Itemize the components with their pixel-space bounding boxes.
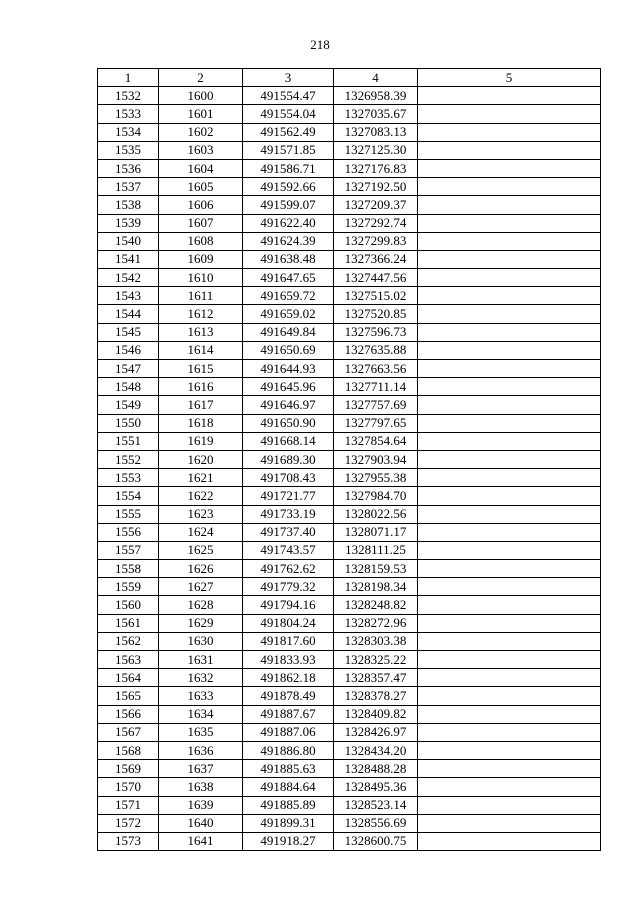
table-cell-col-2: 1636 <box>159 741 243 759</box>
table-cell-col-4: 1327757.69 <box>334 396 418 414</box>
table-cell-col-2: 1620 <box>159 450 243 468</box>
table-cell-col-1: 1564 <box>98 669 159 687</box>
table-cell-col-2: 1600 <box>159 87 243 105</box>
table-row <box>98 360 601 378</box>
table-row <box>98 123 601 141</box>
table-cell-col-3: 491599.07 <box>243 196 334 214</box>
table-cell-col-1: 1570 <box>98 778 159 796</box>
table-cell-col-1: 1572 <box>98 814 159 832</box>
table-cell-col-5 <box>418 360 601 378</box>
table-cell-col-3: 491647.65 <box>243 269 334 287</box>
table-cell-col-1: 1555 <box>98 505 159 523</box>
table-cell-col-5 <box>418 723 601 741</box>
table-row <box>98 596 601 614</box>
table-row <box>98 141 601 159</box>
table-row <box>98 378 601 396</box>
table-row <box>98 651 601 669</box>
table-cell-col-5 <box>418 505 601 523</box>
table-cell-col-2: 1631 <box>159 651 243 669</box>
table-cell-col-1: 1537 <box>98 178 159 196</box>
table-cell-col-3: 491886.80 <box>243 741 334 759</box>
table-row <box>98 159 601 177</box>
table-cell-col-1: 1552 <box>98 450 159 468</box>
table-row <box>98 87 601 105</box>
table-cell-col-5 <box>418 232 601 250</box>
table-cell-col-1: 1566 <box>98 705 159 723</box>
table-cell-col-1: 1568 <box>98 741 159 759</box>
table-cell-col-5 <box>418 378 601 396</box>
table-cell-col-2: 1613 <box>159 323 243 341</box>
table-cell-col-5 <box>418 196 601 214</box>
table-cell-col-4: 1327663.56 <box>334 360 418 378</box>
table-cell-col-2: 1603 <box>159 141 243 159</box>
table-row <box>98 269 601 287</box>
table-cell-col-2: 1606 <box>159 196 243 214</box>
table-cell-col-2: 1632 <box>159 669 243 687</box>
coordinates-table <box>97 68 601 851</box>
table-cell-col-4: 1327520.85 <box>334 305 418 323</box>
table-cell-col-3: 491804.24 <box>243 614 334 632</box>
table-cell-col-1: 1567 <box>98 723 159 741</box>
table-cell-col-3: 491638.48 <box>243 250 334 268</box>
table-row <box>98 323 601 341</box>
table-cell-col-1: 1545 <box>98 323 159 341</box>
table-cell-col-1: 1563 <box>98 651 159 669</box>
table-cell-col-1: 1544 <box>98 305 159 323</box>
table-cell-col-4: 1328409.82 <box>334 705 418 723</box>
table-cell-col-4: 1327903.94 <box>334 450 418 468</box>
table-row <box>98 560 601 578</box>
table-cell-col-2: 1602 <box>159 123 243 141</box>
table-cell-col-2: 1604 <box>159 159 243 177</box>
table-cell-col-1: 1569 <box>98 760 159 778</box>
table-cell-col-3: 491737.40 <box>243 523 334 541</box>
table-cell-col-1: 1559 <box>98 578 159 596</box>
table-cell-col-4: 1327035.67 <box>334 105 418 123</box>
table-row <box>98 632 601 650</box>
table-cell-col-3: 491721.77 <box>243 487 334 505</box>
table-cell-col-2: 1615 <box>159 360 243 378</box>
table-cell-col-5 <box>418 123 601 141</box>
table-cell-col-4: 1328325.22 <box>334 651 418 669</box>
table-cell-col-2: 1617 <box>159 396 243 414</box>
table-cell-col-2: 1611 <box>159 287 243 305</box>
table-cell-col-5 <box>418 341 601 359</box>
table-cell-col-1: 1543 <box>98 287 159 305</box>
table-cell-col-5 <box>418 450 601 468</box>
table-cell-col-5 <box>418 523 601 541</box>
table-cell-col-5 <box>418 814 601 832</box>
table-cell-col-1: 1534 <box>98 123 159 141</box>
table-cell-col-5 <box>418 250 601 268</box>
table-cell-col-1: 1532 <box>98 87 159 105</box>
table-cell-col-3: 491708.43 <box>243 469 334 487</box>
table-cell-col-5 <box>418 669 601 687</box>
table-row <box>98 778 601 796</box>
table-cell-col-2: 1607 <box>159 214 243 232</box>
table-cell-col-5 <box>418 614 601 632</box>
table-cell-col-5 <box>418 414 601 432</box>
table-cell-col-2: 1623 <box>159 505 243 523</box>
table-cell-col-3: 491689.30 <box>243 450 334 468</box>
table-cell-col-4: 1327955.38 <box>334 469 418 487</box>
table-cell-col-5 <box>418 469 601 487</box>
table-cell-col-4: 1327209.37 <box>334 196 418 214</box>
table-row <box>98 523 601 541</box>
table-cell-col-3: 491645.96 <box>243 378 334 396</box>
table-cell-col-5 <box>418 632 601 650</box>
table-body <box>98 87 601 851</box>
table-cell-col-3: 491779.32 <box>243 578 334 596</box>
table-row <box>98 341 601 359</box>
table-row <box>98 687 601 705</box>
table-cell-col-5 <box>418 596 601 614</box>
table-cell-col-3: 491885.89 <box>243 796 334 814</box>
table-cell-col-2: 1612 <box>159 305 243 323</box>
table-cell-col-3: 491646.97 <box>243 396 334 414</box>
table-cell-col-3: 491562.49 <box>243 123 334 141</box>
table-cell-col-1: 1562 <box>98 632 159 650</box>
table-cell-col-3: 491554.04 <box>243 105 334 123</box>
table-row <box>98 578 601 596</box>
table-cell-col-4: 1328022.56 <box>334 505 418 523</box>
table-cell-col-3: 491650.69 <box>243 341 334 359</box>
table-row <box>98 414 601 432</box>
table-cell-col-1: 1551 <box>98 432 159 450</box>
table-row <box>98 396 601 414</box>
table-cell-col-3: 491659.02 <box>243 305 334 323</box>
table-cell-col-2: 1616 <box>159 378 243 396</box>
table-row <box>98 232 601 250</box>
column-header-2: 2 <box>159 69 243 87</box>
table-cell-col-3: 491862.18 <box>243 669 334 687</box>
table-cell-col-2: 1629 <box>159 614 243 632</box>
table-cell-col-1: 1536 <box>98 159 159 177</box>
table-cell-col-4: 1327854.64 <box>334 432 418 450</box>
table-row <box>98 105 601 123</box>
table-cell-col-5 <box>418 832 601 850</box>
table-cell-col-5 <box>418 487 601 505</box>
table-cell-col-4: 1328434.20 <box>334 741 418 759</box>
table-cell-col-5 <box>418 778 601 796</box>
table-cell-col-5 <box>418 305 601 323</box>
table-cell-col-4: 1328071.17 <box>334 523 418 541</box>
table-cell-col-2: 1627 <box>159 578 243 596</box>
table-cell-col-2: 1619 <box>159 432 243 450</box>
table-cell-col-3: 491554.47 <box>243 87 334 105</box>
table-cell-col-5 <box>418 651 601 669</box>
table-row <box>98 305 601 323</box>
table-cell-col-4: 1328378.27 <box>334 687 418 705</box>
table-cell-col-2: 1614 <box>159 341 243 359</box>
table-cell-col-3: 491918.27 <box>243 832 334 850</box>
page-number: 218 <box>310 37 330 52</box>
table-cell-col-3: 491668.14 <box>243 432 334 450</box>
table-cell-col-4: 1327515.02 <box>334 287 418 305</box>
table-cell-col-1: 1556 <box>98 523 159 541</box>
table-cell-col-1: 1560 <box>98 596 159 614</box>
table-cell-col-5 <box>418 214 601 232</box>
table-row <box>98 741 601 759</box>
table-row <box>98 832 601 850</box>
table-cell-col-4: 1327083.13 <box>334 123 418 141</box>
table-cell-col-4: 1327447.56 <box>334 269 418 287</box>
table-cell-col-1: 1535 <box>98 141 159 159</box>
table-cell-col-2: 1622 <box>159 487 243 505</box>
table-cell-col-2: 1625 <box>159 541 243 559</box>
table-cell-col-2: 1641 <box>159 832 243 850</box>
table-cell-col-2: 1634 <box>159 705 243 723</box>
table-cell-col-4: 1328488.28 <box>334 760 418 778</box>
table-row <box>98 814 601 832</box>
table-cell-col-3: 491659.72 <box>243 287 334 305</box>
table-cell-col-5 <box>418 141 601 159</box>
table-cell-col-2: 1639 <box>159 796 243 814</box>
table-cell-col-5 <box>418 432 601 450</box>
table-row <box>98 505 601 523</box>
table-cell-col-5 <box>418 178 601 196</box>
table-cell-col-4: 1327125.30 <box>334 141 418 159</box>
table-cell-col-4: 1328272.96 <box>334 614 418 632</box>
table-cell-col-5 <box>418 796 601 814</box>
table-cell-col-2: 1640 <box>159 814 243 832</box>
table-cell-col-4: 1328248.82 <box>334 596 418 614</box>
table-cell-col-2: 1624 <box>159 523 243 541</box>
table-cell-col-4: 1328303.38 <box>334 632 418 650</box>
table-cell-col-1: 1539 <box>98 214 159 232</box>
table-cell-col-2: 1605 <box>159 178 243 196</box>
table-cell-col-3: 491733.19 <box>243 505 334 523</box>
table-cell-col-1: 1573 <box>98 832 159 850</box>
table-cell-col-3: 491794.16 <box>243 596 334 614</box>
table-row <box>98 669 601 687</box>
table-cell-col-4: 1328523.14 <box>334 796 418 814</box>
table-cell-col-3: 491833.93 <box>243 651 334 669</box>
table-cell-col-3: 491571.85 <box>243 141 334 159</box>
table-cell-col-1: 1554 <box>98 487 159 505</box>
table-cell-col-1: 1546 <box>98 341 159 359</box>
table-cell-col-2: 1637 <box>159 760 243 778</box>
table-cell-col-2: 1601 <box>159 105 243 123</box>
table-cell-col-2: 1630 <box>159 632 243 650</box>
table-cell-col-1: 1558 <box>98 560 159 578</box>
table-cell-col-1: 1548 <box>98 378 159 396</box>
table-cell-col-3: 491878.49 <box>243 687 334 705</box>
table-row <box>98 450 601 468</box>
table-cell-col-5 <box>418 760 601 778</box>
table-cell-col-2: 1626 <box>159 560 243 578</box>
table-cell-col-4: 1327299.83 <box>334 232 418 250</box>
table-cell-col-3: 491624.39 <box>243 232 334 250</box>
table-cell-col-1: 1542 <box>98 269 159 287</box>
table-cell-col-5 <box>418 705 601 723</box>
table-cell-col-3: 491650.90 <box>243 414 334 432</box>
table-cell-col-1: 1541 <box>98 250 159 268</box>
table-row <box>98 760 601 778</box>
table-row <box>98 178 601 196</box>
table-cell-col-5 <box>418 159 601 177</box>
column-header-3: 3 <box>243 69 334 87</box>
table-row <box>98 796 601 814</box>
table-cell-col-1: 1557 <box>98 541 159 559</box>
table-cell-col-3: 491884.64 <box>243 778 334 796</box>
table-cell-col-2: 1610 <box>159 269 243 287</box>
table-cell-col-4: 1327711.14 <box>334 378 418 396</box>
table-row <box>98 196 601 214</box>
table-cell-col-1: 1547 <box>98 360 159 378</box>
table-cell-col-2: 1621 <box>159 469 243 487</box>
table-cell-col-5 <box>418 741 601 759</box>
table-row <box>98 432 601 450</box>
table-cell-col-5 <box>418 287 601 305</box>
table-cell-col-2: 1618 <box>159 414 243 432</box>
table-cell-col-1: 1533 <box>98 105 159 123</box>
column-header-1: 1 <box>98 69 159 87</box>
table-cell-col-3: 491885.63 <box>243 760 334 778</box>
table-cell-col-5 <box>418 105 601 123</box>
table-cell-col-4: 1326958.39 <box>334 87 418 105</box>
header-row <box>98 69 601 87</box>
table-cell-col-4: 1327635.88 <box>334 341 418 359</box>
table-cell-col-4: 1327596.73 <box>334 323 418 341</box>
table-cell-col-4: 1328426.97 <box>334 723 418 741</box>
table-cell-col-1: 1550 <box>98 414 159 432</box>
table-cell-col-1: 1540 <box>98 232 159 250</box>
table-cell-col-2: 1638 <box>159 778 243 796</box>
table-cell-col-1: 1538 <box>98 196 159 214</box>
table-row <box>98 214 601 232</box>
table-row <box>98 487 601 505</box>
table-cell-col-4: 1328600.75 <box>334 832 418 850</box>
column-header-4: 4 <box>334 69 418 87</box>
table-cell-col-4: 1327176.83 <box>334 159 418 177</box>
table-cell-col-3: 491644.93 <box>243 360 334 378</box>
table-cell-col-5 <box>418 396 601 414</box>
table-cell-col-5 <box>418 87 601 105</box>
table-cell-col-3: 491887.06 <box>243 723 334 741</box>
table-row <box>98 287 601 305</box>
table-cell-col-5 <box>418 578 601 596</box>
table-cell-col-3: 491762.62 <box>243 560 334 578</box>
table-cell-col-4: 1327984.70 <box>334 487 418 505</box>
table-cell-col-1: 1561 <box>98 614 159 632</box>
column-header-5: 5 <box>418 69 601 87</box>
table-header <box>98 69 601 87</box>
table-cell-col-2: 1609 <box>159 250 243 268</box>
table-cell-col-3: 491622.40 <box>243 214 334 232</box>
table-cell-col-2: 1628 <box>159 596 243 614</box>
table-row <box>98 250 601 268</box>
table-cell-col-1: 1571 <box>98 796 159 814</box>
table-cell-col-5 <box>418 323 601 341</box>
table-cell-col-5 <box>418 560 601 578</box>
table-cell-col-2: 1608 <box>159 232 243 250</box>
table-cell-col-4: 1328198.34 <box>334 578 418 596</box>
table-cell-col-5 <box>418 541 601 559</box>
table-cell-col-2: 1633 <box>159 687 243 705</box>
table-cell-col-4: 1328111.25 <box>334 541 418 559</box>
table-cell-col-4: 1327797.65 <box>334 414 418 432</box>
table-cell-col-4: 1328556.69 <box>334 814 418 832</box>
table-cell-col-1: 1565 <box>98 687 159 705</box>
table-cell-col-4: 1327292.74 <box>334 214 418 232</box>
table-cell-col-3: 491592.66 <box>243 178 334 196</box>
table-cell-col-4: 1327192.50 <box>334 178 418 196</box>
table-cell-col-1: 1549 <box>98 396 159 414</box>
table-row <box>98 705 601 723</box>
table-cell-col-4: 1327366.24 <box>334 250 418 268</box>
table-cell-col-5 <box>418 269 601 287</box>
table-cell-col-4: 1328159.53 <box>334 560 418 578</box>
table-row <box>98 541 601 559</box>
table-cell-col-3: 491887.67 <box>243 705 334 723</box>
table-cell-col-3: 491817.60 <box>243 632 334 650</box>
table-cell-col-2: 1635 <box>159 723 243 741</box>
table-cell-col-3: 491649.84 <box>243 323 334 341</box>
table-row <box>98 723 601 741</box>
table-cell-col-3: 491743.57 <box>243 541 334 559</box>
table-row <box>98 469 601 487</box>
table-cell-col-1: 1553 <box>98 469 159 487</box>
table-cell-col-4: 1328495.36 <box>334 778 418 796</box>
table-cell-col-3: 491899.31 <box>243 814 334 832</box>
table-cell-col-5 <box>418 687 601 705</box>
table-cell-col-4: 1328357.47 <box>334 669 418 687</box>
table-cell-col-3: 491586.71 <box>243 159 334 177</box>
table-row <box>98 614 601 632</box>
